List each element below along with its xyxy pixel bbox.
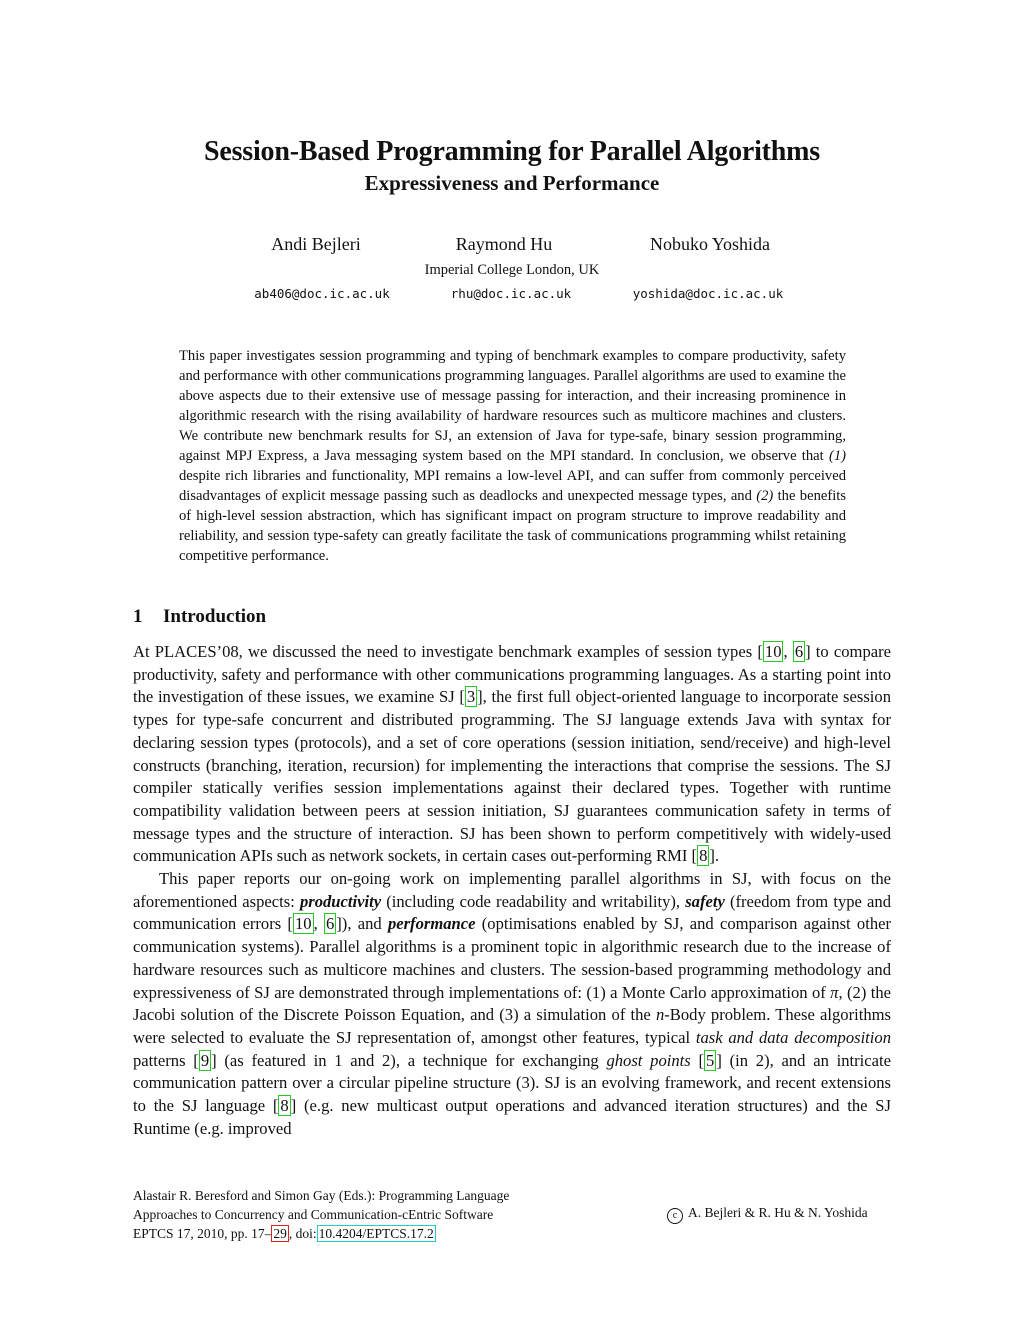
footer-copyright: c A. Bejleri & R. Hu & N. Yoshida — [667, 1205, 868, 1224]
author-email: yoshida@doc.ic.ac.uk — [632, 286, 784, 301]
citation-link[interactable]: 3 — [466, 687, 476, 707]
page-link[interactable]: 29 — [273, 1226, 287, 1241]
citation-link[interactable]: 10 — [764, 642, 782, 661]
citation-link[interactable]: 10 — [294, 914, 312, 934]
footer-publication-info: Alastair R. Beresford and Simon Gay (Eds.): Programming Language Approaches to Concurrency and Communication-cEntric Software EPTCS 17, 2010, pp. 17– 29 , doi: 10.4204/EPTCS.17.2 — [133, 1188, 510, 1241]
citation-link[interactable]: 6 — [325, 914, 335, 934]
section-heading: 1 Introduction — [133, 606, 267, 627]
paper-subtitle: Expressiveness and Performance — [364, 171, 660, 195]
paragraph: This paper reports our on-going work on implementing parallel algorithms in SJ, with focus on the aforementioned aspects: productivity (including code readability and writability), safety (freedom from type and communication errors [ 10 , 6 ]), and performance (optimisations enabled by SJ, and comparison against other communication systems). Parallel algorithms is a prominent topic in algorithmic research due to the increase of hardware resources such as multicore machines and clusters. The session-based programming methodology and expressiveness of SJ are demonstrated through implementations of: (1) a Monte Carlo approximation of π, (2) the Jacobi solution of the Discrete Poisson Equation, and (3) a simulation of the n-Body problem. These algorithms were selected to evaluate the SJ representation of, amongst other features, typical task and data decomposition patterns [ 9 ] (as featured in 1 and 2), a technique for exchanging ghost points [ 5 ] (in 2), and an intricate communication pattern over a circular pipeline structure (3). SJ is an evolving framework, and recent extensions to the SJ language [ 8 ] (e.g. new multicast output operations and advanced iteration structures) and the SJ Runtime (e.g. improved — [133, 869, 892, 1138]
abstract: This paper investigates session programming and typing of benchmark examples to compare productivity, safety and performance with other communications programming languages. Parallel algorithms are used to examine the above aspects due to their extensive use of message passing for interaction, and their increasing prominence in algorithmic research with the rising availability of hardware resources such as multicore machines and clusters. We contribute new benchmark results for SJ, an extension of Java for type-safe, binary session programming, against MPJ Express, a Java messaging system based on the MPI standard. In conclusion, we observe that (1) despite rich libraries and functionality, MPI remains a low-level API, and can suffer from commonly perceived disadvantages of explicit message passing such as deadlocks and unexpected message types, and (2) the benefits of high-level session abstraction, which has significant impact on program structure to improve readability and reliability, and session type-safety can greatly facilitate the task of communications programming whilst retaining competitive performance. — [179, 348, 846, 564]
section-body — [133, 641, 891, 1140]
affiliation: Imperial College London, UK — [424, 262, 600, 278]
paper-title: Session-Based Programming for Parallel Algorithms — [203, 136, 821, 167]
author-name: Andi Bejleri — [271, 234, 361, 254]
citation-link[interactable]: 9 — [200, 1050, 210, 1070]
doi-link[interactable]: 10.4204/EPTCS.17.2 — [318, 1226, 434, 1241]
citation-link[interactable]: 8 — [280, 1096, 289, 1116]
citation-link[interactable]: 5 — [706, 1050, 715, 1070]
author-email: rhu@doc.ic.ac.uk — [450, 286, 572, 301]
author-name: Nobuko Yoshida — [649, 234, 771, 254]
copyright-icon: c — [667, 1208, 683, 1224]
citation-link[interactable]: 6 — [794, 642, 804, 661]
author-email: ab406@doc.ic.ac.uk — [254, 286, 390, 301]
author-name: Raymond Hu — [455, 234, 553, 254]
paragraph: At PLACES’08, we discussed the need to investigate benchmark examples of session types [ 10 , 6 ] to compare productivity, safety and performance with other communications programming languages. As a starting point into the investigation of these issues, we examine SJ [ 3 ], the first full object-oriented language to incorporate session types for type-safe concurrent and distributed programming. The SJ language extends Java with syntax for declaring session types (protocols), and a set of core operations (session initiation, send/receive) and high-level constructs (branching, iteration, recursion) for implementing the interactions that comprise the sessions. The SJ compiler statically verifies session implementations against their declared types. Together with runtime compatibility validation between peers at session initiation, SJ guarantees communication safety in terms of message types and the structure of interaction. SJ has been shown to perform competitively with widely-used communication APIs such as network sockets, in certain cases out-performing RMI [ 8 ]. — [133, 642, 892, 866]
citation-link[interactable]: 8 — [699, 846, 708, 866]
